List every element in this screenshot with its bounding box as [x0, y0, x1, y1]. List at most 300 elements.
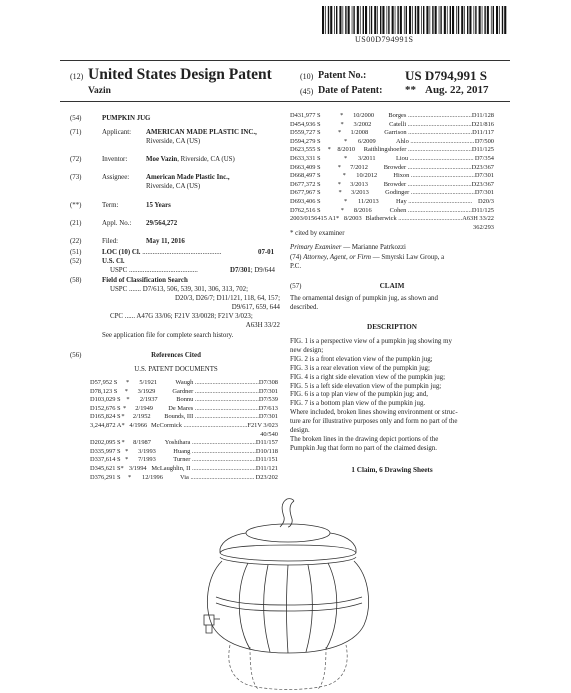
reference-star — [344, 224, 358, 233]
reference-number: D431,977 S — [290, 112, 321, 119]
attorney-name-cont: P.C. — [290, 263, 302, 270]
reference-class: 362/293 — [473, 223, 494, 231]
reference-row — [290, 146, 494, 155]
reference-row — [290, 129, 494, 138]
reference-date: 3/2002 — [353, 120, 372, 128]
references-right-list — [290, 112, 494, 232]
inventor-city: , Riverside, CA (US) — [177, 156, 235, 163]
attorney — [290, 253, 444, 262]
field-uspc — [110, 285, 280, 312]
barcode-bar — [374, 6, 376, 34]
barcode-bar — [328, 6, 329, 34]
description-line: FIG. 6 is a top plan view of the pumpkin jug; and, — [290, 391, 428, 399]
reference-date — [358, 224, 396, 233]
reference-date: 6/2009 — [358, 137, 376, 145]
reference-class: D7/301 — [258, 413, 279, 421]
reference-date: 3/1929 — [137, 387, 156, 395]
band-line — [216, 603, 362, 611]
term-value: 15 Years — [146, 202, 171, 209]
header-rule-top — [60, 60, 510, 61]
primary-examiner-label: Primary Examiner — [290, 244, 342, 251]
inventor-surname: Vazin — [88, 86, 111, 96]
reference-name — [180, 431, 260, 440]
lid-rim — [220, 553, 356, 561]
barcode-bar — [482, 6, 483, 34]
reference-date: 3/2013 — [351, 189, 369, 197]
reference-number: D335,997 S — [90, 447, 121, 455]
barcode-bar — [502, 6, 503, 34]
reference-number: D78,123 S — [90, 387, 118, 395]
description-line: The broken lines in the drawing depict portions of the — [290, 435, 439, 443]
reference-class: D7/500 — [474, 137, 494, 145]
barcode-bar — [345, 6, 346, 34]
reference-row — [90, 388, 278, 397]
barcode-bar — [412, 6, 413, 34]
reference-star: * — [337, 163, 341, 171]
barcode-bar — [421, 6, 422, 34]
uspc-classes — [230, 266, 275, 275]
us-cl-label: U.S. Cl. — [102, 258, 125, 265]
code-45: (45) — [300, 87, 314, 96]
design-title: PUMPKIN JUG — [102, 115, 151, 122]
barcode-bar — [499, 6, 500, 34]
reference-number: D559,727 S — [290, 129, 321, 137]
filed-date: May 11, 2016 — [146, 238, 185, 245]
assignee-label: Assignee: — [102, 174, 130, 181]
reference-class: D11/121 — [255, 464, 278, 472]
barcode-bar — [496, 6, 498, 34]
reference-class: D11/125 — [471, 146, 494, 154]
reference-date: 4/1966 — [129, 421, 148, 429]
reference-date: 8/2003 — [343, 215, 362, 223]
claims-summary: 1 Claim, 6 Drawing Sheets — [351, 466, 433, 474]
barcode-bar — [352, 6, 353, 34]
reference-number: D345,621 S — [90, 464, 121, 472]
reference-number: D677,967 S — [290, 189, 321, 197]
reference-date: 3/2011 — [358, 154, 376, 162]
reference-star: * — [125, 447, 129, 455]
reference-class: D7/308 — [258, 379, 279, 386]
reference-class: D7/354 — [474, 154, 494, 162]
reference-name: Gardner ........................................ — [172, 387, 259, 395]
reference-row — [290, 164, 494, 173]
reference-star: * — [340, 206, 344, 214]
date-mark: ** — [405, 84, 416, 96]
reference-star: * — [128, 473, 132, 481]
reference-number: D663,409 S — [290, 163, 321, 171]
reference-date: 5/1921 — [139, 379, 158, 386]
reference-date — [142, 431, 180, 440]
reference-class: D20/3 — [478, 197, 494, 205]
reference-class: D11/151 — [255, 456, 278, 464]
reference-date: 8/2016 — [353, 206, 372, 214]
reference-row — [90, 396, 278, 405]
barcode-bar — [467, 6, 468, 34]
reference-number: D633,331 S — [290, 154, 321, 162]
reference-star: * — [124, 387, 128, 395]
stem-outline — [288, 501, 294, 527]
code-71: (71) — [70, 129, 82, 136]
barcode-bar — [365, 6, 367, 34]
barcode-bar — [461, 6, 463, 34]
appl-no-label: Appl. No.: — [102, 220, 132, 227]
barcode-bar — [444, 6, 446, 34]
reference-row — [290, 189, 494, 198]
reference-number: D165,824 S — [90, 413, 121, 421]
code-52: (52) — [70, 258, 82, 265]
barcode-bar — [336, 6, 337, 34]
inventor-name: Moe Vazin — [146, 156, 178, 163]
assignee-name: American Made Plastic Inc., — [146, 174, 230, 181]
claim-heading: CLAIM — [379, 282, 405, 290]
barcode-bar — [430, 6, 431, 34]
reference-name: Cohen ........................................ — [389, 206, 472, 214]
date-of-patent: Aug. 22, 2017 — [425, 84, 489, 96]
reference-star: * — [125, 456, 129, 464]
spigot-valve — [206, 625, 212, 633]
code-74: (74) — [290, 254, 302, 261]
body-rib — [287, 565, 289, 653]
reference-name: Via ........................................ — [180, 473, 255, 481]
reference-number — [90, 431, 128, 440]
barcode-bar — [353, 6, 354, 34]
reference-class: F21V 3/023 — [247, 421, 278, 429]
reference-date: 7/1993 — [138, 456, 156, 464]
reference-name: Blatherwick ........................................ — [365, 215, 463, 223]
reference-number: D594,279 S — [290, 137, 321, 145]
reference-date: 1/2008 — [350, 129, 369, 137]
code-58: (58) — [70, 277, 82, 284]
barcode-bar — [447, 6, 448, 34]
body-rib — [264, 565, 270, 652]
barcode-bar — [426, 6, 428, 34]
reference-name: Huang ........................................ — [173, 447, 256, 455]
reference-row — [90, 413, 278, 422]
reference-row — [290, 155, 494, 164]
reference-date: 11/2013 — [358, 197, 379, 205]
barcode-bar — [406, 6, 407, 34]
reference-name: Turner ........................................ — [173, 456, 256, 464]
barcode-bar — [423, 6, 424, 34]
barcode-bar — [404, 6, 405, 34]
barcode-bar — [377, 6, 378, 34]
barcode-bar — [452, 6, 454, 34]
reference-name: Bonnu ........................................ — [176, 396, 259, 404]
barcode-bar — [432, 6, 433, 34]
barcode-bar — [475, 6, 476, 34]
reference-class: D11/157 — [255, 439, 278, 447]
reference-row — [90, 456, 278, 465]
cited-by-examiner-note: * cited by examiner — [290, 230, 345, 237]
code-12: (12) — [70, 72, 84, 81]
reference-number: D677,372 S — [290, 180, 321, 188]
appl-no: 29/564,272 — [146, 220, 178, 227]
claim-line: described. — [290, 303, 319, 311]
reference-row — [290, 215, 494, 224]
barcode-bar — [491, 6, 492, 34]
reference-row — [90, 431, 278, 440]
barcode-bar — [464, 6, 465, 34]
barcode-bar — [360, 6, 361, 34]
barcode-bar — [357, 6, 359, 34]
description-line: FIG. 3 is a rear elevation view of the pumpkin jug; — [290, 364, 430, 372]
uspc-rest: ; D9/644 — [250, 267, 275, 274]
description-line: FIG. 1 is a perspective view of a pumpkin jug showing my — [290, 338, 452, 345]
pumpkin-jug-drawing — [192, 497, 388, 691]
reference-star — [128, 431, 142, 440]
reference-class: D21/816 — [471, 120, 494, 128]
reference-star: * — [337, 180, 341, 188]
barcode-bar — [469, 6, 471, 34]
reference-name: Browder ........................................ — [383, 163, 472, 171]
reference-row — [290, 112, 494, 121]
reference-number: D103,029 S — [90, 396, 121, 404]
code-56: (56) — [70, 352, 82, 359]
reference-name: Bounds, III ........................................ — [164, 413, 259, 421]
field-cpc — [110, 312, 280, 330]
reference-name: Catelli ........................................ — [389, 120, 472, 128]
reference-class: D11/125 — [471, 206, 494, 214]
barcode-bar — [409, 6, 411, 34]
patent-documents-subheading: U.S. PATENT DOCUMENTS — [134, 366, 218, 373]
reference-star: * — [121, 439, 125, 447]
primary-examiner-name: — Marianne Patrkozzi — [341, 244, 406, 251]
reference-date: 10/2012 — [356, 172, 378, 180]
reference-star: * — [338, 189, 342, 197]
applicant-city: Riverside, CA (US) — [146, 138, 201, 145]
loc-dots: .............................................. — [140, 249, 222, 256]
description-line: FIG. 7 is a bottom plan view of the pumpkin jug. — [290, 400, 426, 408]
reference-star: * — [344, 154, 348, 162]
reference-class: D7/539 — [258, 396, 279, 404]
reference-row — [90, 405, 278, 414]
barcode-bar — [397, 6, 398, 34]
code-72: (72) — [70, 156, 82, 163]
reference-date: 10/2000 — [353, 112, 375, 119]
reference-number: D57,952 S — [90, 379, 118, 386]
reference-class: D23/202 — [255, 473, 278, 481]
description-line: new design; — [290, 346, 324, 354]
reference-class: A63H 33/22 — [462, 215, 494, 223]
reference-date: 2/1949 — [135, 404, 153, 412]
field-search-label: Field of Classification Search — [102, 277, 188, 284]
description-line: FIG. 2 is a front elevation view of the pumpkin jug; — [290, 355, 433, 363]
assignee-city: Riverside, CA (US) — [146, 183, 201, 190]
reference-star: * — [340, 112, 344, 119]
barcode-bar — [487, 6, 489, 34]
date-label: Date of Patent: — [318, 85, 383, 96]
reference-date: 3/1993 — [138, 447, 156, 455]
reference-row — [90, 448, 278, 457]
reference-name: Browder ........................................ — [383, 180, 472, 188]
barcode-bar — [339, 6, 341, 34]
barcode-bar — [395, 6, 396, 34]
barcode-bar — [330, 6, 332, 34]
reference-name: Waugh ........................................ — [175, 379, 259, 386]
code-57: (57) — [290, 283, 302, 290]
reference-star: * — [335, 215, 340, 223]
reference-class: D11/128 — [471, 112, 494, 119]
field-uspc-line: D20/3, D26/7; D11/121, 118, 64, 157; — [175, 295, 280, 302]
barcode-bar — [334, 6, 335, 34]
barcode-bar — [493, 6, 494, 34]
reference-name: Ahlo ........................................ — [396, 137, 475, 145]
reference-star: * — [340, 120, 344, 128]
barcode-bar — [388, 6, 389, 34]
barcode-bar — [440, 6, 441, 34]
barcode-bar — [450, 6, 451, 34]
patent-number: US D794,991 S — [405, 68, 487, 83]
document-type: United States Design Patent — [88, 66, 272, 83]
reference-number: D454,936 S — [290, 120, 321, 128]
reference-name: Borges ........................................ — [388, 112, 472, 119]
code-21: (21) — [70, 220, 82, 227]
reference-star: * — [121, 413, 125, 421]
applicant-label: Applicant: — [102, 129, 132, 136]
description-line: ture are for illustrative purposes only and form no part of the — [290, 418, 458, 426]
header-rule-bottom — [60, 101, 510, 102]
barcode-bar — [439, 6, 440, 34]
barcode-bar — [371, 6, 372, 34]
description-line: design. — [290, 427, 310, 435]
barcode-bar — [400, 6, 402, 34]
loc-class: 07-01 — [258, 249, 275, 256]
reference-row — [90, 465, 278, 474]
code-51: (51) — [70, 249, 82, 256]
reference-date: 12/1996 — [142, 473, 163, 481]
reference-date: 7/2012 — [350, 163, 368, 171]
reference-row — [290, 172, 494, 181]
reference-number: D693,406 S — [290, 197, 321, 205]
code-10: (10) — [300, 72, 314, 81]
barcode — [322, 6, 506, 34]
attorney-name: — Smyrski Law Group, a — [371, 254, 445, 261]
reference-name: Yoshihara ........................................ — [164, 439, 256, 447]
reference-row — [290, 181, 494, 190]
barcode-bar — [484, 6, 485, 34]
barcode-bar — [392, 6, 394, 34]
reference-star: * — [327, 146, 331, 154]
barcode-bar — [343, 6, 344, 34]
reference-name: Raithlingshoefer ........................................ — [363, 146, 472, 154]
applicant-name: AMERICAN MADE PLASTIC INC., — [146, 129, 257, 136]
barcode-bar — [504, 6, 506, 34]
field-cpc-line: A63H 33/22 — [245, 322, 280, 329]
barcode-bar — [348, 6, 350, 34]
claim-text — [290, 295, 494, 313]
reference-class: D7/301 — [258, 387, 279, 395]
reference-row — [90, 474, 278, 483]
reference-date: 8/2010 — [337, 146, 356, 154]
description-heading: DESCRIPTION — [367, 323, 417, 331]
barcode-bar — [387, 6, 388, 34]
reference-row — [90, 422, 278, 431]
patent-no-label: Patent No.: — [318, 70, 367, 81]
reference-number: D202,095 S — [90, 439, 121, 447]
code-term: (**) — [70, 202, 82, 209]
reference-class: D23/367 — [471, 180, 494, 188]
term-label: Term: — [102, 202, 119, 209]
code-22: (22) — [70, 238, 82, 245]
uspc-main: D7/301 — [230, 267, 251, 274]
reference-class: D11/117 — [472, 129, 494, 137]
reference-number: D762,516 S — [290, 206, 321, 214]
body-rib — [306, 565, 312, 652]
reference-number: 3,244,872 A — [90, 421, 122, 429]
reference-name: Garrison ........................................ — [384, 129, 473, 137]
primary-examiner — [290, 243, 406, 252]
barcode-bar — [382, 6, 384, 34]
reference-star: * — [344, 137, 348, 145]
barcode-bar — [380, 6, 381, 34]
reference-star: * — [126, 396, 130, 404]
reference-star: * — [120, 464, 124, 472]
reference-name: Liou ........................................ — [396, 154, 474, 162]
barcode-number: US00D794991S — [355, 35, 414, 44]
field-cpc-line: CPC ...... A47G 33/06; F21V 33/0028; F21V 3/023; — [110, 313, 253, 320]
uspc-label: USPC — [110, 267, 128, 274]
reference-row — [290, 121, 494, 130]
reference-date: 8/1987 — [133, 439, 151, 447]
stem-outline — [280, 499, 287, 527]
stem-tip — [287, 499, 294, 501]
reference-date: 3/2013 — [350, 180, 368, 188]
reference-name — [396, 224, 473, 233]
barcode-bar — [479, 6, 481, 34]
reference-name: Hay ........................................ — [396, 197, 473, 205]
band-line — [216, 597, 362, 605]
code-73: (73) — [70, 174, 82, 181]
loc-line — [102, 248, 282, 257]
loc-label: LOC (10) Cl. — [102, 249, 141, 256]
barcode-bar — [474, 6, 475, 34]
body-rib — [326, 563, 337, 649]
reference-row — [90, 439, 278, 448]
reference-star: * — [123, 404, 127, 412]
description-line: Where included, broken lines showing environment or struc- — [290, 409, 458, 417]
reference-row — [90, 379, 278, 388]
reference-star: * — [126, 379, 130, 386]
barcode-bar — [363, 6, 364, 34]
reference-name: McCormick ........................................ — [151, 421, 248, 429]
attorney-label: Attorney, Agent, or Firm — [303, 254, 372, 261]
barcode-bar — [435, 6, 437, 34]
reference-name: McLaughlin, II ........................................ — [151, 464, 256, 472]
reference-star: * — [342, 172, 346, 180]
barcode-bar — [325, 6, 326, 34]
body-rib — [239, 563, 250, 649]
barcode-bar — [417, 6, 419, 34]
reference-number: D152,676 S — [90, 404, 121, 412]
reference-name: Hixon ........................................ — [393, 172, 475, 180]
barcode-bar — [322, 6, 324, 34]
reference-number: D376,291 S — [90, 473, 121, 481]
reference-name: Godinger ........................................ — [385, 189, 475, 197]
reference-class: D10/118 — [255, 447, 278, 455]
reference-row — [290, 207, 494, 216]
barcode-bar — [369, 6, 370, 34]
uspc-dots: ........................................ — [127, 267, 198, 274]
stand-broken-line — [318, 647, 326, 689]
description-line: FIG. 5 is a left side elevation view of the pumpkin jug; — [290, 382, 442, 390]
reference-row — [290, 138, 494, 147]
reference-number: D668,497 S — [290, 172, 321, 180]
reference-date: 2/1952 — [132, 413, 151, 421]
reference-number: D337,614 S — [90, 456, 121, 464]
references-heading: References Cited — [151, 352, 201, 359]
reference-number: 2003/0156415 A1 — [290, 215, 336, 223]
claim-line: The ornamental design of pumpkin jug, as shown and — [290, 295, 438, 302]
